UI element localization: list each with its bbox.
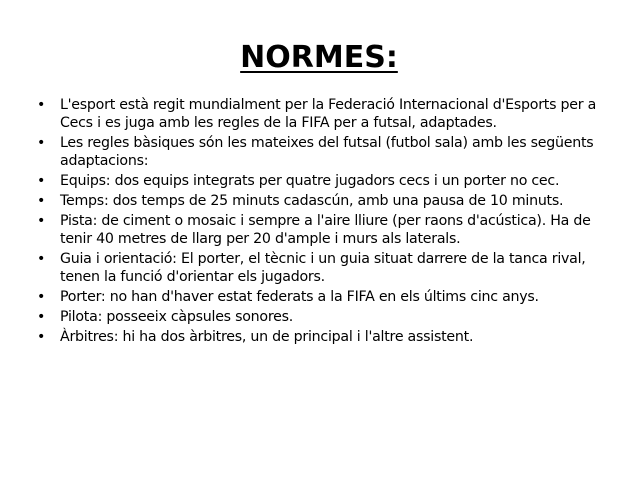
bullet-icon: • [36,135,46,151]
bullet-icon: • [36,97,46,113]
bullet-text: Les regles bàsiques són les mateixes del futsal (futbol sala) amb les següents adaptacions: [60,135,594,169]
bullet-text: Guia i orientació: El porter, el tècnic i un guia situat darrere de la tanca rival, tenen la funció d'orientar els jugadors. [60,251,586,285]
bullet-text: Pista: de ciment o mosaic i sempre a l'aire lliure (per raons d'acústica). Ha de tenir 40 metres de llarg per 20 d'ample i murs als laterals. [60,213,591,247]
bullet-text: Pilota: posseeix càpsules sonores. [60,309,293,325]
bullet-list [36,96,620,348]
bullet-text: Porter: no han d'haver estat federats a la FIFA en els últims cinc anys. [60,289,539,305]
bullet-item [36,250,620,286]
bullet-text: Equips: dos equips integrats per quatre jugadors cecs i un porter no cec. [60,173,560,189]
bullet-item [36,192,620,210]
bullet-icon: • [36,309,46,325]
bullet-icon: • [36,289,46,305]
slide-title: NORMES: [240,40,398,75]
bullet-text: L'esport està regit mundialment per la Federació Internacional d'Esports per a Cecs i es juga amb les regles de la FIFA per a futsal, adaptades. [60,97,597,131]
bullet-icon: • [36,329,46,345]
bullet-item [36,134,620,170]
bullet-text: Temps: dos temps de 25 minuts cadascún, amb una pausa de 10 minuts. [60,193,564,209]
bullet-item [36,172,620,190]
bullet-item [36,288,620,306]
bullet-icon: • [36,193,46,209]
bullet-text: Àrbitres: hi ha dos àrbitres, un de principal i l'altre assistent. [60,329,474,345]
bullet-item [36,308,620,326]
bullet-item [36,212,620,248]
bullet-item [36,328,620,346]
bullet-icon: • [36,173,46,189]
bullet-icon: • [36,213,46,229]
bullet-item [36,96,620,132]
bullet-icon: • [36,251,46,267]
